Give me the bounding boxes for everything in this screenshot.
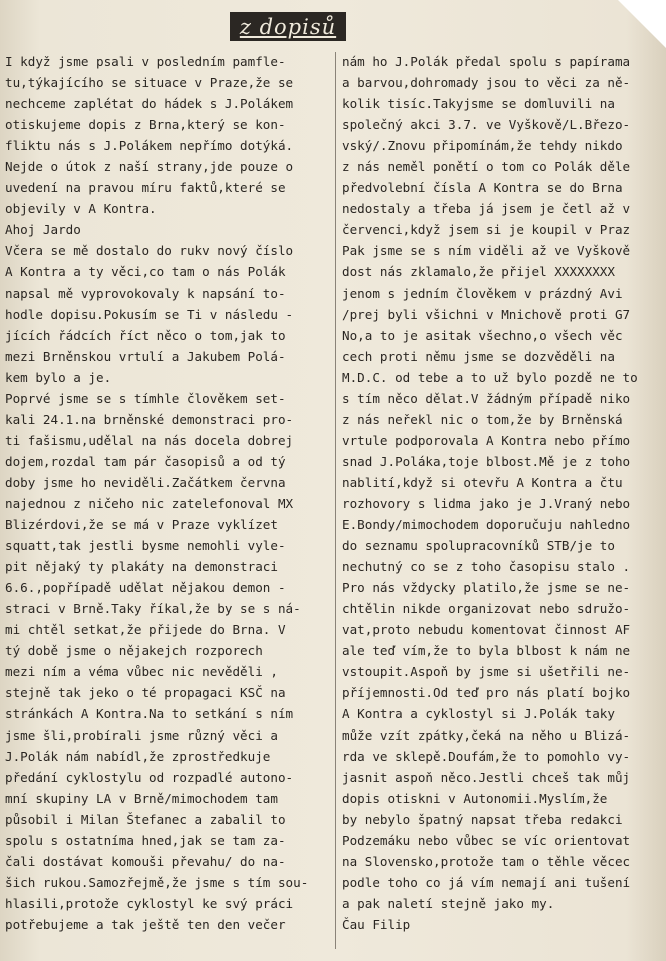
text-line: ale teď vím,že to byla blbost k nám ne [342,643,631,659]
text-line: tý době jsme o nějakejch rozporech [5,643,263,659]
text-line: a pak naletí stejně jako my. [342,895,555,911]
text-line: pit nějaký ty plakáty na demonstraci [5,559,278,575]
text-line: s tím něco dělat.V žádným případě niko [342,390,631,406]
text-line: jenom s jedním člověkem v prázdný Avi [342,285,623,301]
text-line: Ahoj Jardo [5,222,81,238]
text-line: uvedení na pravou míru faktů,které se [5,180,286,196]
torn-corner [618,0,666,48]
text-line: vstoupit.Aspoň by jsme si ušetřili ne- [342,664,631,680]
left-column [5,51,330,935]
right-column [342,51,666,935]
text-line: snad J.Poláka,toje blbost.Mě je z toho [342,453,631,469]
column-divider [335,52,336,949]
text-line: působil i Milan Štefanec a zabalil to [5,811,286,827]
text-line: hlasili,protože cyklostyl ke svý práci [5,895,294,911]
text-line: Čau Filip [342,916,411,932]
text-line: straci v Brně.Taky říkal,že by se s ná- [5,601,301,617]
text-line: nedostaly a třeba já jsem je četl až v [342,201,631,217]
text-line: jasnit aspoň něco.Jestli chceš tak můj [342,769,631,785]
text-line: doby jsme ho neviděli.Začátkem června [5,474,286,490]
text-line: předvolební čísla A Kontra se do Brna [342,180,623,196]
text-line: z nás neřekl nic o tom,že by Brněnská [342,411,623,427]
text-line: fliktu nás s J.Polákem nepřímo dotýká. [5,138,294,154]
text-line: jících řádcích říct něco o tom,jak to [5,327,286,343]
text-line: šich rukou.Samozřejmě,že jsme s tím sou- [5,874,309,890]
text-line: společný akci 3.7. ve Vyškově/L.Březo- [342,117,631,133]
text-line: nablití,když si otevřu A Kontra a čtu [342,474,623,490]
text-line: vrtule podporovala A Kontra nebo přímo [342,432,631,448]
text-line: objevily v A Kontra. [5,201,157,217]
text-line: předání cyklostylu od rozpadlé autono- [5,769,294,785]
text-line: dopis otiskni v Autonomii.Myslím,že [342,790,608,806]
text-line: spolu s ostatníma hned,jak se tam za- [5,832,286,848]
text-line: nám ho J.Polák předal spolu s papírama [342,54,631,69]
text-line: vat,proto nebudu komentovat činnost AF [342,622,631,638]
text-line: čali dostávat komouši převahu/ do na- [5,853,286,869]
text-line: mezi ním a véma vůbec nic nevěděli , [5,664,278,680]
text-line: vský/.Znovu připomínám,že tehdy nikdo [342,138,623,154]
text-line: z nás neměl ponětí o tom co Polák děle [342,159,631,175]
text-line: kem bylo a je. [5,369,112,385]
text-line: Včera se mě dostalo do rukv nový číslo [5,243,294,259]
text-line: Podzemáku nebo vůbec se víc orientovat [342,832,631,848]
text-line: podle toho co já vím nemají ani tušení [342,874,631,890]
text-line: červenci,když jsem si je koupil v Praz [342,222,631,238]
text-line: stránkách A Kontra.Na to setkání s ním [5,706,294,722]
text-line: tu,týkajícího se situace v Praze,že se [5,75,294,91]
text-line: squatt,tak jestli bysme nemohli vyle- [5,538,286,554]
text-line: příjemnosti.Od teď pro nás platí bojko [342,685,631,701]
text-line: může vzít zpátky,čeká na něho u Blizá- [342,727,631,743]
text-line: jsme šli,probírali jsme různý věci a [5,727,278,743]
text-line: A Kontra a cyklostyl si J.Polák taky [342,706,615,722]
text-line: by nebylo špatný napsat třeba redakci [342,811,623,827]
text-line: 6.6.,popřípadě udělat nějakou demon - [5,580,286,596]
text-line: mezi Brněnskou vrtulí a Jakubem Polá- [5,348,286,364]
text-line: M.D.C. od tebe a to už bylo pozdě ne to [342,369,638,385]
text-line: Blizérdovi,že se má v Praze vyklízet [5,517,278,533]
text-line: No,a to je asitak všechno,o všech věc [342,327,623,343]
text-line: E.Bondy/mimochodem doporučuju nahledno [342,517,631,533]
text-line: a barvou,dohromady jsou to věci za ně- [342,75,631,91]
text-line: rozhovory s lidma jako je J.Vraný nebo [342,495,631,511]
text-line: stejně tak jeko o té propagaci KSČ na [5,685,286,701]
text-line: mní skupiny LA v Brně/mimochodem tam [5,790,278,806]
text-line: Pro nás vždycky platilo,že jsme se ne- [342,580,631,596]
text-line: do seznamu spolupracovníků STB/je to [342,538,615,554]
text-line: rda ve sklepě.Doufám,že to pomohlo vy- [342,748,631,764]
text-line: mi chtěl setkat,že přijede do Brna. V [5,622,286,638]
text-line: nechutný co se z toho časopisu stalo . [342,559,631,575]
text-line: najednou z ničeho nic zatelefonoval MX [5,495,294,511]
page-title: z dopisů [239,14,337,39]
title-box [230,12,346,41]
text-line: I když jsme psali v posledním pamfle- [5,54,286,69]
text-line: J.Polák nám nabídl,že zprostředkuje [5,748,271,764]
text-line: Nejde o útok z naší strany,jde pouze o [5,159,294,175]
text-line: A Kontra a ty věci,co tam o nás Polák [5,264,286,280]
text-line: potřebujeme a tak ještě ten den večer [5,916,286,932]
text-line: Poprvé jsme se s tímhle člověkem set- [5,390,286,406]
text-line: chtělin nikde organizovat nebo sdružo- [342,601,631,617]
text-line: nechceme zaplétat do hádek s J.Polákem [5,96,294,112]
text-line: napsal mě vyprovokovaly k napsání to- [5,285,286,301]
text-line: Pak jsme se s ním viděli až ve Vyškově [342,243,631,259]
text-line: kolik tisíc.Takyjsme se domluvili na [342,96,615,112]
text-line: kali 24.1.na brněnské demonstraci pro- [5,411,294,427]
text-line: cech proti němu jsme se dozvěděli na [342,348,615,364]
text-line: dojem,rozdal tam pár časopisů a od tý [5,453,286,469]
text-line: ti fašismu,udělal na nás docela dobrej [5,432,294,448]
text-line: na Slovensko,protože tam o těhle věcec [342,853,631,869]
text-line: dost nás zklamalo,že přijel XXXXXXXX [342,264,615,280]
text-line: hodle dopisu.Pokusím se Ti v následu - [5,306,294,322]
text-line: otiskujeme dopis z Brna,který se kon- [5,117,286,133]
text-line: /prej byli všichni v Mnichově proti G7 [342,306,631,322]
